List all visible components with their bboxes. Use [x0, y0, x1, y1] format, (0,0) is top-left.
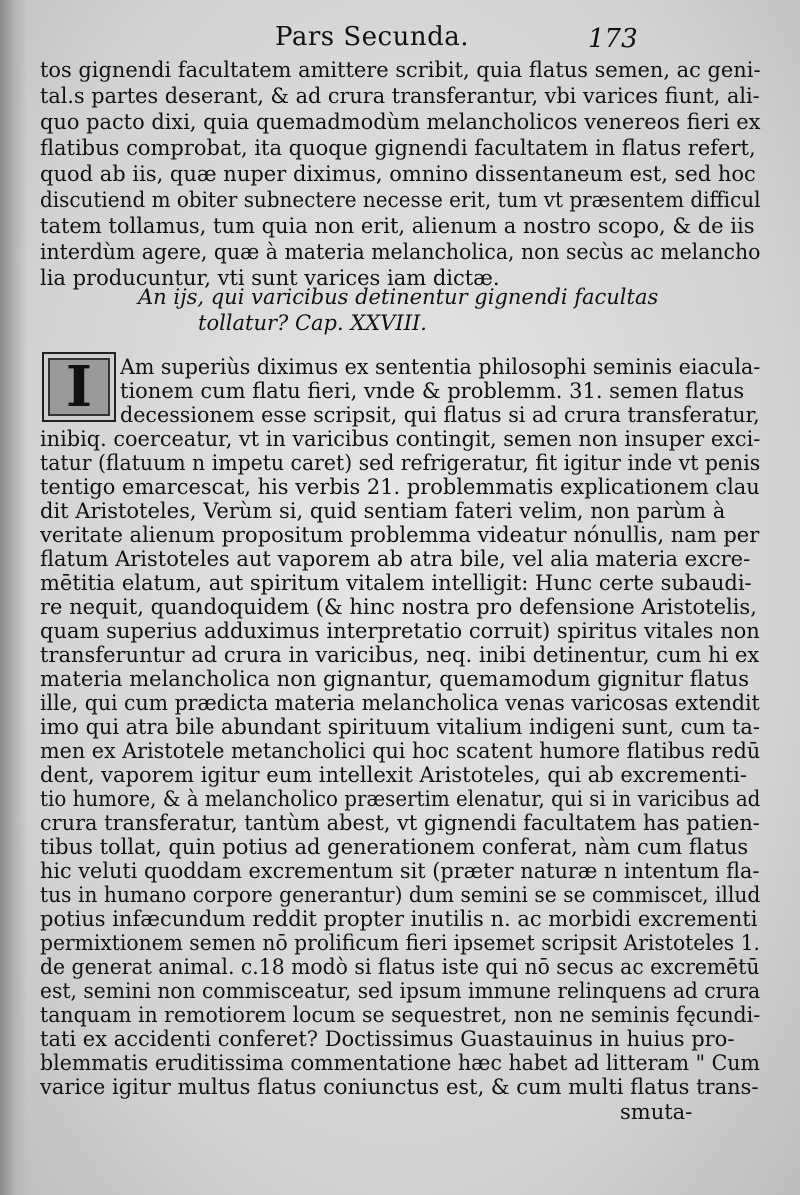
text-line: tus in humano corpore generantur) dum semini se se commiscet, illud	[40, 883, 761, 907]
text-line: decessionem esse scripsit, qui flatus si ad crura transferatur,	[120, 403, 760, 427]
text-line: veritate alienum propositum problemma videatur nónullis, nam per	[40, 523, 760, 547]
text-line: Am superiùs diximus ex sententia philosophi seminis eiacula-	[120, 355, 761, 379]
text-line: tentigo emarcescat, his verbis 21. problemmatis explicationem clau	[40, 475, 760, 499]
text-line: tati ex accidenti conferet? Doctissimus Guastauinus in huius pro-	[40, 1027, 735, 1051]
text-line: potius infæcundum reddit propter inutilis n. ac morbidi excrementi	[40, 907, 758, 931]
text-line: imo qui atra bile abundant spirituum vitalium indigeni sunt, cum ta-	[40, 715, 760, 739]
text-line: quod ab iis, quæ nuper diximus, omnino dissentaneum est, sed hoc	[40, 162, 756, 186]
text-line: tibus tollat, quin potius ad generationem conferat, nàm cum flatus	[40, 835, 749, 859]
text-line: flatibus comprobat, ita quoque gignendi facultatem in flatus refert,	[40, 136, 756, 160]
text-line: dit Aristoteles, Verùm si, quid sentiam fateri velim, non parùm à	[40, 499, 726, 523]
text-line: tos gignendi facultatem amittere scribit, quia flatus semen, ac geni-	[40, 58, 761, 82]
catchword: smuta-	[620, 1100, 693, 1124]
text-line: tio humore, & à melancholico præsertim elenatur, qui si in varicibus ad	[40, 787, 761, 811]
page-number: 173	[588, 24, 638, 54]
text-line: varice igitur multus flatus coniunctus est, & cum multi flatus trans-	[40, 1075, 759, 1099]
text-line: tanquam in remotiorem locum se sequestret, non ne seminis fęcundi-	[40, 1003, 761, 1027]
text-line: dent, vaporem igitur eum intellexit Aristoteles, qui ab excrementi-	[40, 763, 747, 787]
text-line: est, semini non commisceatur, sed ipsum immune relinquens ad crura	[40, 979, 761, 1003]
text-line: inibiq. coerceatur, vt in varicibus contingit, semen non insuper exci-	[40, 427, 761, 451]
chapter-heading-line-1: An ijs, qui varicibus detinentur gignendi facultas	[138, 285, 659, 309]
text-line: lia producuntur, vti sunt varices iam dictæ.	[40, 266, 500, 290]
text-line: discutiend m obiter subnectere necesse erit, tum vt præsentem difficul	[40, 188, 761, 212]
text-line: flatum Aristoteles aut vaporem ab atra bile, vel alia materia excre-	[40, 547, 751, 571]
text-line: permixtionem semen nō prolificum fieri ipsemet scripsit Aristoteles 1.	[40, 931, 760, 955]
text-line: tatem tollamus, tum quia non erit, alienum a nostro scopo, & de iis	[40, 214, 755, 238]
text-line: mētitia elatum, aut spiritum vitalem intelligit: Hunc certe subaudi-	[40, 571, 752, 595]
text-line: quo pacto dixi, quia quemadmodùm melancholicos venereos fieri ex	[40, 110, 761, 134]
text-line: materia melancholica non gignantur, quemamodum gignitur flatus	[40, 667, 749, 691]
chapter-heading-line-2: tollatur? Cap. XXVIII.	[198, 311, 427, 335]
text-line: quam superius adduximus interpretatio corruit) spiritus vitales non	[40, 619, 760, 643]
text-line: interdùm agere, quæ à materia melancholica, non secùs ac melancho	[40, 240, 761, 264]
text-line: blemmatis eruditissima commentatione hæc habet ad litteram " Cum	[40, 1051, 760, 1075]
page-gutter-shadow	[0, 0, 28, 1195]
text-line: crura transferatur, tantùm abest, vt gignendi facultatem has patien-	[40, 811, 760, 835]
text-line: hic veluti quoddam excrementum sit (præter naturæ n intentum fla-	[40, 859, 760, 883]
text-line: tal.s partes deserant, & ad crura transferantur, vbi varices fiunt, ali-	[40, 84, 760, 108]
text-line: re nequit, quandoquidem (& hinc nostra pro defensione Aristotelis,	[40, 595, 757, 619]
text-line: men ex Aristotele metancholici qui hoc scatent humore flatibus redū	[40, 739, 761, 763]
running-head: Pars Secunda.	[275, 22, 470, 52]
decorated-initial: I	[42, 352, 116, 422]
page-header	[0, 18, 800, 58]
text-line: transferuntur ad crura in varicibus, neq. inibi detinentur, cum hi ex	[40, 643, 760, 667]
text-line: tionem cum flatu fieri, vnde & problemm. 31. semen flatus	[120, 379, 745, 403]
text-line: de generat animal. c.18 modò si flatus iste qui nō secus ac excremētū	[40, 955, 760, 979]
text-line: tatur (flatuum n impetu caret) sed refrigeratur, fit igitur inde vt penis	[40, 451, 761, 475]
text-line: ille, qui cum prædicta materia melancholica venas varicosas extendit	[40, 691, 760, 715]
